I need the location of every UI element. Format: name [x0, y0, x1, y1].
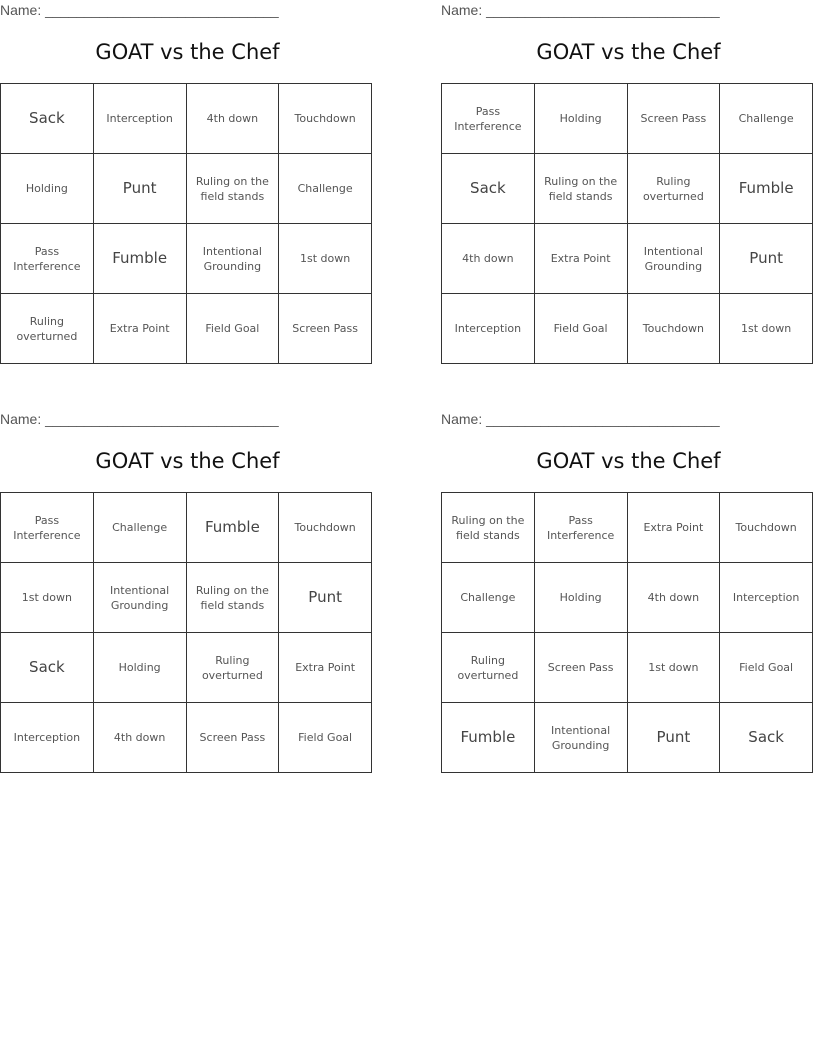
- grid-cell[interactable]: Fumble: [720, 154, 813, 224]
- grid-cell[interactable]: Ruling on the field stands: [186, 154, 279, 224]
- grid-cell[interactable]: Sack: [1, 633, 94, 703]
- grid-cell[interactable]: Ruling on the field stands: [534, 154, 627, 224]
- grid-cell[interactable]: Field Goal: [186, 294, 279, 364]
- card-title: GOAT vs the Chef: [536, 40, 721, 64]
- name-field[interactable]: Name: ______________________________: [0, 411, 279, 427]
- grid-cell[interactable]: Ruling overturned: [1, 294, 94, 364]
- grid-cell[interactable]: Extra Point: [534, 224, 627, 294]
- grid-cell[interactable]: Interception: [442, 294, 535, 364]
- bingo-card-3: [0, 409, 375, 779]
- grid-cell[interactable]: 4th down: [93, 703, 186, 773]
- card-title: GOAT vs the Chef: [95, 40, 280, 64]
- grid-cell[interactable]: Screen Pass: [534, 633, 627, 703]
- grid-row: [442, 493, 813, 563]
- grid-cell[interactable]: Punt: [627, 703, 720, 773]
- grid-cell[interactable]: Challenge: [279, 154, 372, 224]
- grid-cell[interactable]: Fumble: [93, 224, 186, 294]
- grid-cell[interactable]: Holding: [534, 84, 627, 154]
- grid-row: [442, 84, 813, 154]
- name-field[interactable]: Name: ______________________________: [441, 411, 720, 427]
- grid-cell[interactable]: Sack: [720, 703, 813, 773]
- grid-cell[interactable]: Sack: [1, 84, 94, 154]
- grid-row: [1, 224, 372, 294]
- grid-cell[interactable]: Intentional Grounding: [93, 563, 186, 633]
- grid-cell[interactable]: Ruling on the field stands: [186, 563, 279, 633]
- grid-cell[interactable]: 4th down: [627, 563, 720, 633]
- grid-cell[interactable]: Challenge: [93, 493, 186, 563]
- grid-row: [442, 563, 813, 633]
- grid-cell[interactable]: Ruling on the field stands: [442, 493, 535, 563]
- grid-cell[interactable]: Interception: [93, 84, 186, 154]
- grid-row: [1, 563, 372, 633]
- grid-row: [442, 294, 813, 364]
- grid-cell[interactable]: Touchdown: [279, 84, 372, 154]
- grid-cell[interactable]: 1st down: [279, 224, 372, 294]
- grid-cell[interactable]: Fumble: [442, 703, 535, 773]
- grid-cell[interactable]: Touchdown: [720, 493, 813, 563]
- grid-cell[interactable]: Holding: [1, 154, 94, 224]
- bingo-card-4: [441, 409, 816, 779]
- grid-cell[interactable]: Interception: [720, 563, 813, 633]
- card-title: GOAT vs the Chef: [95, 449, 280, 473]
- grid-cell[interactable]: Pass Interference: [1, 493, 94, 563]
- grid-cell[interactable]: Ruling overturned: [627, 154, 720, 224]
- bingo-grid: [441, 492, 813, 773]
- grid-cell[interactable]: 1st down: [627, 633, 720, 703]
- grid-cell[interactable]: Intentional Grounding: [186, 224, 279, 294]
- grid-cell[interactable]: 1st down: [720, 294, 813, 364]
- grid-row: [1, 703, 372, 773]
- grid-cell[interactable]: 4th down: [442, 224, 535, 294]
- grid-cell[interactable]: Touchdown: [627, 294, 720, 364]
- grid-cell[interactable]: Screen Pass: [627, 84, 720, 154]
- grid-cell[interactable]: Screen Pass: [279, 294, 372, 364]
- card-title: GOAT vs the Chef: [536, 449, 721, 473]
- grid-cell[interactable]: Holding: [534, 563, 627, 633]
- grid-row: [442, 703, 813, 773]
- grid-cell[interactable]: Interception: [1, 703, 94, 773]
- grid-row: [442, 224, 813, 294]
- grid-cell[interactable]: Pass Interference: [534, 493, 627, 563]
- name-field[interactable]: Name: ______________________________: [441, 2, 720, 18]
- grid-cell[interactable]: Pass Interference: [442, 84, 535, 154]
- grid-cell[interactable]: Fumble: [186, 493, 279, 563]
- grid-cell[interactable]: Ruling overturned: [186, 633, 279, 703]
- bingo-grid: [0, 492, 372, 773]
- grid-cell[interactable]: Punt: [720, 224, 813, 294]
- name-field[interactable]: Name: ______________________________: [0, 2, 279, 18]
- grid-row: [442, 633, 813, 703]
- grid-cell[interactable]: Extra Point: [627, 493, 720, 563]
- grid-row: [1, 633, 372, 703]
- grid-cell[interactable]: Challenge: [442, 563, 535, 633]
- grid-cell[interactable]: 4th down: [186, 84, 279, 154]
- grid-cell[interactable]: Intentional Grounding: [627, 224, 720, 294]
- grid-cell[interactable]: Punt: [279, 563, 372, 633]
- grid-cell[interactable]: Holding: [93, 633, 186, 703]
- grid-row: [1, 154, 372, 224]
- grid-row: [442, 154, 813, 224]
- grid-cell[interactable]: Punt: [93, 154, 186, 224]
- grid-cell[interactable]: Challenge: [720, 84, 813, 154]
- grid-cell[interactable]: Pass Interference: [1, 224, 94, 294]
- grid-cell[interactable]: Field Goal: [534, 294, 627, 364]
- grid-cell[interactable]: Screen Pass: [186, 703, 279, 773]
- grid-cell[interactable]: Extra Point: [279, 633, 372, 703]
- grid-cell[interactable]: 1st down: [1, 563, 94, 633]
- bingo-card-2: [441, 0, 816, 370]
- bingo-card-1: [0, 0, 375, 370]
- grid-cell[interactable]: Intentional Grounding: [534, 703, 627, 773]
- bingo-grid: [441, 83, 813, 364]
- grid-cell[interactable]: Field Goal: [720, 633, 813, 703]
- grid-cell[interactable]: Sack: [442, 154, 535, 224]
- grid-row: [1, 493, 372, 563]
- grid-cell[interactable]: Field Goal: [279, 703, 372, 773]
- grid-cell[interactable]: Extra Point: [93, 294, 186, 364]
- grid-cell[interactable]: Touchdown: [279, 493, 372, 563]
- bingo-grid: [0, 83, 372, 364]
- grid-row: [1, 84, 372, 154]
- grid-cell[interactable]: Ruling overturned: [442, 633, 535, 703]
- grid-row: [1, 294, 372, 364]
